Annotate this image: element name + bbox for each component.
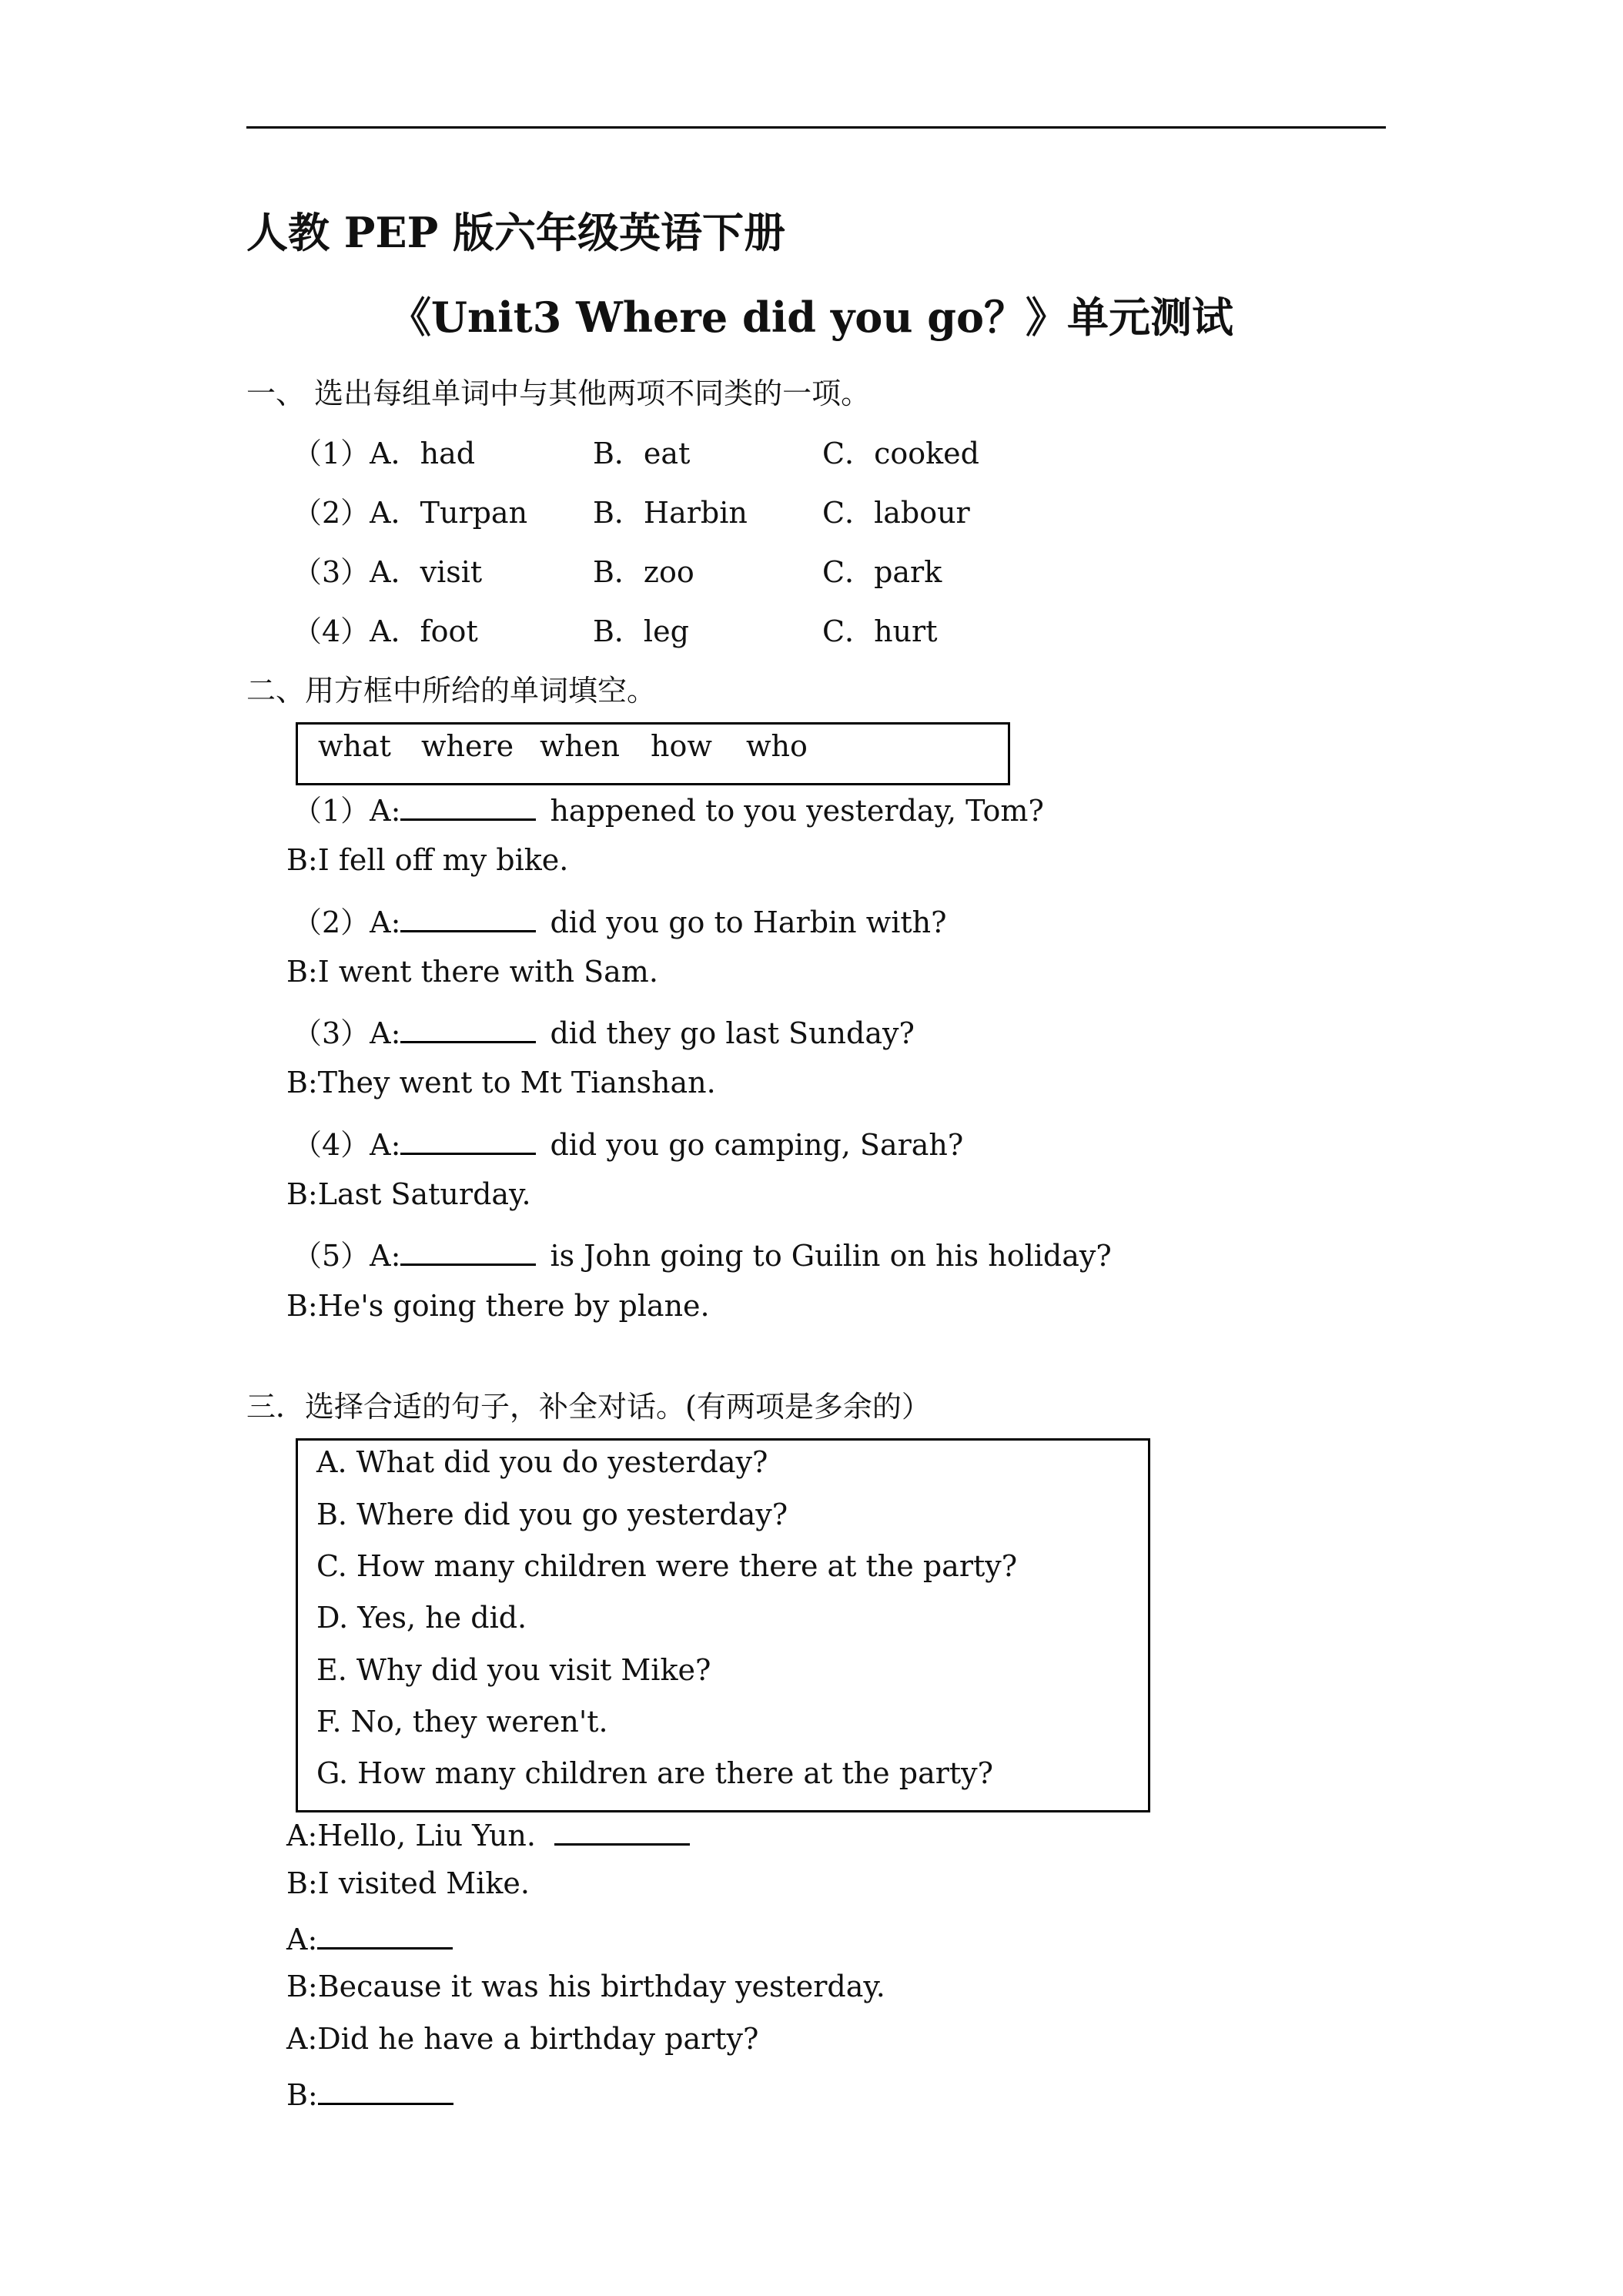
question-prefix: （5）A: [293, 1239, 401, 1273]
fill-question-5 [293, 1232, 1112, 1274]
q1-option-b: B．eat [593, 437, 691, 470]
question-text: is John going to Guilin on his holiday? [550, 1239, 1112, 1273]
fill-answer-3: B:They went to Mt Tianshan. [286, 1066, 716, 1099]
dialogue-line-6 [286, 2073, 453, 2112]
answer-blank[interactable] [318, 2073, 453, 2105]
q1-option-c: C．cooked [822, 437, 979, 470]
section3-heading: 三．选择合适的句子，补全对话。(有两项是多余的） [246, 1390, 931, 1424]
q1-option-a: （1）A．had [293, 437, 476, 470]
dialogue-line-3 [286, 1918, 453, 1956]
section1-heading: 一、 选出每组单词中与其他两项不同类的一项。 [246, 377, 871, 410]
answer-blank[interactable] [400, 1123, 536, 1155]
option-g: G. How many children are there at the party? [316, 1756, 994, 1790]
options-box [296, 1438, 1150, 1812]
q3-option-b: B．zoo [593, 555, 694, 589]
question-text: did they go last Sunday? [550, 1016, 915, 1050]
option-a: A. What did you do yesterday? [316, 1445, 768, 1479]
dialogue-line-5: A:Did he have a birthday party? [286, 2022, 759, 2056]
fill-answer-1: B:I fell off my bike. [286, 843, 569, 877]
question-text: did you go camping, Sarah? [550, 1128, 964, 1162]
document-title: 人教 PEP 版六年级英语下册 [246, 208, 785, 257]
q4-option-b: B．leg [593, 614, 689, 648]
answer-blank[interactable] [317, 1918, 453, 1950]
option-f: F. No, they weren't. [316, 1705, 608, 1739]
dialogue-text: A:Hello, Liu Yun. [286, 1819, 536, 1853]
fill-question-3 [293, 1009, 915, 1052]
fill-answer-5: B:He's going there by plane. [286, 1289, 710, 1323]
q2-option-b: B．Harbin [593, 496, 748, 530]
word-bank-word: where [421, 729, 514, 763]
q4-option-a: （4）A．foot [293, 614, 478, 648]
fill-answer-2: B:I went there with Sam. [286, 955, 658, 989]
dialogue-line-1 [286, 1814, 690, 1853]
option-c: C. How many children were there at the party? [316, 1549, 1018, 1583]
dialogue-text: B: [286, 2078, 318, 2112]
option-b: B. Where did you go yesterday? [316, 1498, 788, 1531]
word-bank-box [296, 722, 1010, 785]
word-bank-word: who [746, 729, 808, 763]
header-rule [246, 126, 1386, 129]
answer-blank[interactable] [400, 1234, 536, 1266]
fill-question-4 [293, 1121, 963, 1163]
question-prefix: （1）A: [293, 794, 401, 828]
dialogue-line-4: B:Because it was his birthday yesterday. [286, 1970, 885, 2003]
answer-blank[interactable] [400, 789, 536, 821]
question-prefix: （4）A: [293, 1128, 401, 1162]
section2-heading: 二、用方框中所给的单词填空。 [246, 674, 657, 708]
fill-question-2 [293, 899, 947, 941]
option-e: E. Why did you visit Mike? [316, 1653, 711, 1687]
question-prefix: （2）A: [293, 905, 401, 939]
q3-option-c: C．park [822, 555, 942, 589]
answer-blank[interactable] [400, 901, 536, 932]
document-subtitle: 《Unit3 Where did you go？》单元测试 [389, 293, 1234, 342]
q4-option-c: C．hurt [822, 614, 938, 648]
q3-option-a: （3）A．visit [293, 555, 483, 589]
fill-question-1 [293, 787, 1044, 829]
answer-blank[interactable] [400, 1012, 536, 1043]
dialogue-text: A: [286, 1923, 318, 1956]
word-bank-word: how [651, 729, 712, 763]
answer-blank[interactable] [554, 1814, 690, 1846]
question-text: did you go to Harbin with? [550, 905, 947, 939]
word-bank-word: when [540, 729, 620, 763]
q2-option-a: （2）A．Turpan [293, 496, 528, 530]
option-d: D. Yes, he did. [316, 1601, 527, 1635]
q2-option-c: C．labour [822, 496, 970, 530]
fill-answer-4: B:Last Saturday. [286, 1177, 531, 1211]
question-text: happened to you yesterday, Tom? [550, 794, 1044, 828]
dialogue-line-2: B:I visited Mike. [286, 1866, 530, 1900]
question-prefix: （3）A: [293, 1016, 401, 1050]
word-bank-word: what [318, 729, 391, 763]
